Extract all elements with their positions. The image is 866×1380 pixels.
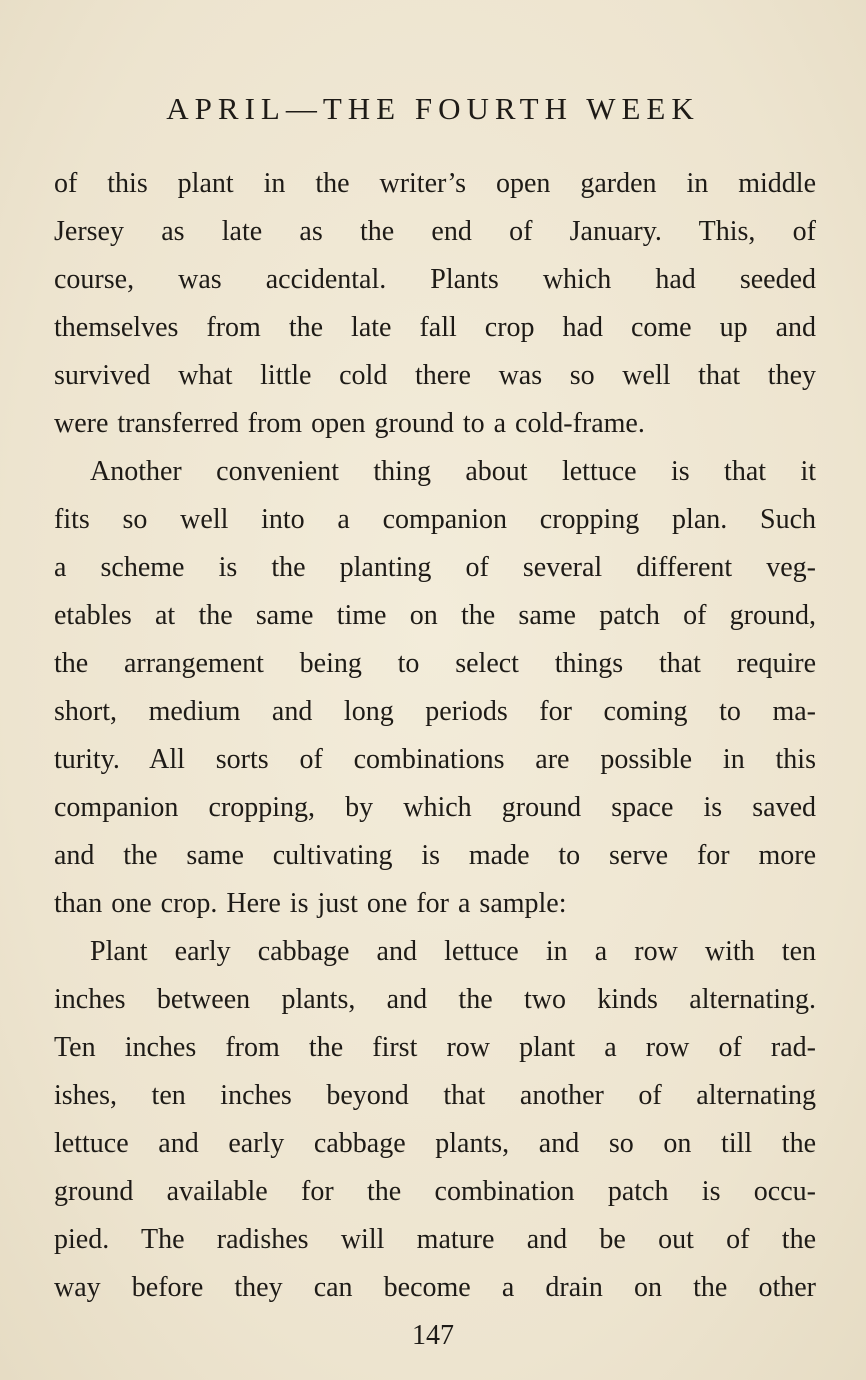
text-line: Plant early cabbage and lettuce in a row with ten [90,936,816,967]
running-head: APRIL—THE FOURTH WEEK [166,91,700,126]
text-line: and the same cultivating is made to serve for more [54,840,816,871]
text-line: fits so well into a companion cropping plan. Such [54,504,816,535]
text-line: ishes, ten inches beyond that another of alternating [54,1080,816,1111]
text-line: ground available for the combination patch is occu- [54,1176,816,1207]
text-line: pied. The radishes will mature and be out of the [54,1224,816,1255]
text-line: were transferred from open ground to a cold-frame. [54,408,645,439]
text-line: short, medium and long periods for coming to ma- [54,696,816,727]
text-line: lettuce and early cabbage plants, and so on till the [54,1128,816,1159]
text-line: course, was accidental. Plants which had seeded [54,264,816,295]
text-line: than one crop. Here is just one for a sample: [54,888,567,919]
body-text [54,160,816,1312]
text-line: etables at the same time on the same patch of ground, [54,600,816,631]
text-line: of this plant in the writer’s open garden in middle [54,168,816,199]
text-line: Jersey as late as the end of January. This, of [54,216,816,247]
text-line: the arrangement being to select things that require [54,648,816,679]
text-line: Ten inches from the first row plant a row of rad- [54,1032,816,1063]
text-line: inches between plants, and the two kinds alternating. [54,984,816,1015]
text-line: themselves from the late fall crop had come up and [54,312,816,343]
page-number: 147 [412,1320,454,1351]
text-line: a scheme is the planting of several different veg- [54,552,816,583]
text-line: Another convenient thing about lettuce is that it [90,456,816,487]
text-line: turity. All sorts of combinations are possible in this [54,744,816,775]
text-line: survived what little cold there was so well that they [54,360,816,391]
text-line: way before they can become a drain on the other [54,1272,816,1303]
text-line: companion cropping, by which ground space is saved [54,792,816,823]
